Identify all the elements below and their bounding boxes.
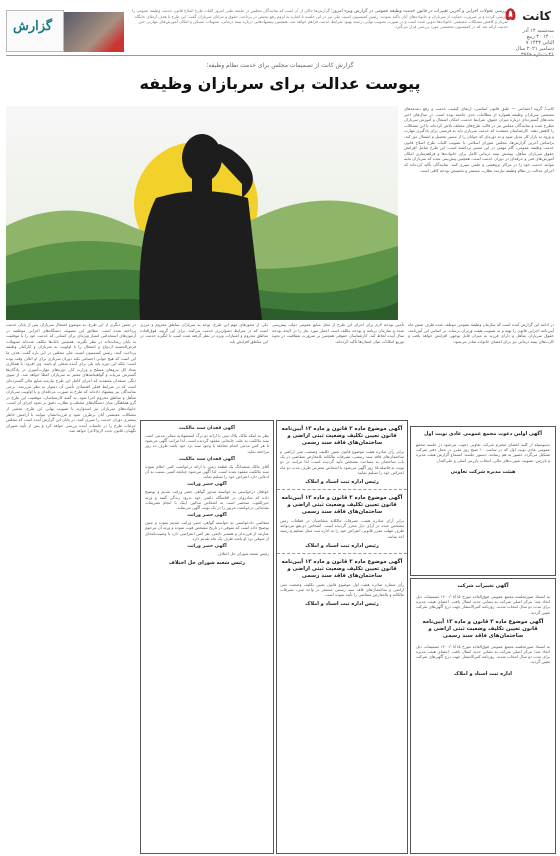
masthead-intro-body: گزارش‌ها حاکی از آن است که نمایندگان مجلس در جلسه علنی امروز کلیات طرح اصلاح قانون خدمت وظیفه عمومی را بررسی کردند و بر ضرورت حمایت از سربازان و خانواده‌های آنان تأکید نمودند. رئیس کمیسیون امنیت ملی نیز در این جلسه با اشاره به لزوم رفع تبعیض در پرداخت حقوق و مزایای سربازان گفت: این طرح با هدف ارتقای جایگاه سرباز و کاهش مشکلات معیشتی خانواده‌ها تدوین شده است و در صورت تصویب نهایی، زمینه بهبود شرایط خدمت فراهم خواهد شد. همچنین پیشنهادهایی درباره بیمه درمانی، تسهیلات مسکن و امکان آموزش‌های مهارتی حین خدمت ارائه شد که در کمیسیون تخصصی مورد بررسی قرار می‌گیرد. — [132, 8, 508, 29]
ad-column-registry — [276, 420, 408, 854]
ad-emphasis: آگهی موضوع ماده ۳ قانون و ماده ۱۳ آیین‌نامه قانون تعیین تکلیف وضعیت ثبتی اراضی و ساختمان‌های فاقد سند رسمی — [422, 618, 544, 639]
ad-title: آگهی موضوع ماده ۳ قانون و ماده ۱۳ آیین‌نامه قانون تعیین تکلیف وضعیت ثبتی اراضی و ساختمان‌های فاقد سند رسمی — [281, 558, 403, 579]
ad-title-1: آگهی فقدان سند مالکیت — [179, 426, 235, 431]
ad-title-2: آگهی فقدان سند مالکیت — [179, 456, 235, 462]
ad-title-3: آگهی حصر وراثت — [187, 482, 227, 488]
page-label: کانت — [522, 9, 551, 23]
ad-body: برابر آرای صادره هیئت، تصرفات مالکانه متقاضیان در قطعات زمین مشخص شده در آرای ذیل محرز گردیده است. اشخاص ذی‌نفع می‌توانند ظرف مهلت مقرر قانونی اعتراض خود را به اداره ثبت محل تسلیم و رسید اخذ نمایند. — [280, 518, 404, 539]
ad-signature: رئیس اداره ثبت اسناد و املاک — [305, 479, 379, 486]
ad-body-2: آقای مالک ششدانگ یک قطعه زمین با ارائه درخواست کتبی اعلام نموده سند مالکیت مفقود شده است. لذا آگهی می‌شود چنانچه کسی نسبت به آن ادعایی دارد اعتراض خود را تسلیم نماید. — [145, 463, 269, 480]
ad-registry-3 — [277, 554, 407, 612]
masthead-intro — [130, 8, 508, 54]
ad-signature: رئیس اداره ثبت اسناد و املاک — [305, 601, 379, 608]
ad-body: به استناد صورتجلسه مجمع عمومی فوق‌العاده مورخ ۱۴۰۰/۰۸/۱۵ تصمیمات ذیل اتخاذ شد: مرکز اصلی شرکت به نشانی جدید انتقال یافت. اعضای هیئت مدیره برای مدت دو سال انتخاب شدند. روزنامه کثیرالانتشار جهت درج آگهی‌های شرکت تعیین گردید. — [416, 594, 550, 615]
ad-body-3: خواهان درخواستی به خواسته صدور گواهی حصر وراثت تقدیم و توضیح داده که شادروان در اقامتگاه دائمی خود بدرود زندگی گفته و ورثه حین‌الفوت منحصر است به اشخاص مذکور. اینک با انجام تشریفات مقدماتی درخواست مزبور را در یک نوبت آگهی می‌نماید. — [145, 489, 269, 511]
article-right-column: کانت/ گروه اجتماعی — طبق قانون اساسی، ارتقای کیفیت خدمت و رفع دغدغه‌های معیشتی سربازان وظیفه همواره از مطالبات جدی جامعه بوده است. در سال‌های اخیر بحث‌های گسترده‌ای درباره میزان حقوق، شرایط خدمت، امکان اشتغال و آموزش سربازان مطرح شده و نمایندگان مجلس نیز در قالب طرح‌های مختلف تلاش کرده‌اند تا این مشکلات را کاهش دهند. کارشناسان معتقدند که خدمت سربازی باید به فرصتی برای یادگیری مهارت و ورود به بازار کار تبدیل شود و نه دوره‌ای که جوانان را از مسیر تحصیل و اشتغال دور کند. براساس آخرین گزارش‌ها، مجلس شورای اسلامی با تصویب کلیات طرح اصلاح قانون خدمت وظیفه عمومی، گام مهمی در این مسیر برداشته است. این طرح شامل افزایش حقوق سربازان متأهل، پوشش بیمه درمانی کامل برای خانواده‌ها و فراهم‌سازی امکان آموزش‌های فنی و حرفه‌ای در دوران خدمت است. همچنین پیش‌بینی شده که سربازان نخبه بتوانند خدمت خود را در مراکز پژوهشی و علمی سپری کنند. نمایندگان تأکید کرده‌اند که اجرای عدالت در نظام وظیفه نیازمند نظارت مستمر و تخصیص بودجه کافی است. — [404, 106, 554, 173]
ad-title: آگهی موضوع ماده ۳ قانون و ماده ۱۳ آیین‌نامه قانون تعیین تکلیف وضعیت ثبتی اراضی و ساختمان‌های فاقد سند رسمی — [281, 495, 403, 516]
ad-signature: رئیس شعبه شورای حل اختلاف — [169, 560, 245, 567]
ad-signature: اداره ثبت اسناد و املاک — [454, 670, 512, 677]
ad-title-4: آگهی حصر وراثت — [187, 513, 227, 519]
ad-body: رأی شماره صادره هیئت اول موضوع قانون تعیین تکلیف وضعیت ثبتی اراضی و ساختمان‌های فاقد سند رسمی مستقر در واحد ثبتی، تصرفات مالکانه و بلامعارض متقاضی را تأیید نموده است. — [280, 581, 404, 598]
ad-signature: هیئت مدیره شرکت تعاونی — [450, 468, 516, 475]
ad-general-assembly — [410, 426, 556, 576]
ad-body: برابر رأی صادره هیئت موضوع قانون تعیین تکلیف وضعیت ثبتی اراضی و ساختمان‌های فاقد سند رسمی، تصرفات مالکانه بلامعارض متقاضی در یک باب ساختمان به مساحت مشخص تأیید گردیده است. لذا مراتب در دو نوبت به فاصله ۱۵ روز آگهی می‌شود تا اشخاص معترض ظرف مدت دو ماه اعتراض خود را تسلیم نمایند. — [280, 449, 404, 475]
ad-title: آگهی موضوع ماده ۳ قانون و ماده ۱۳ آیین‌نامه قانون تعیین تکلیف وضعیت ثبتی اراضی و ساختمان‌های فاقد سند رسمی — [281, 426, 403, 446]
ad-body-1: نظر به اینکه مالک پلاک ثبتی با ارائه دو برگ استشهادیه محلی مدعی است سند مالکیت به علت جابجایی مفقود گردیده است، لذا مراتب آگهی می‌شود تا هر کس مدعی انجام معامله یا وجود سند نزد خود باشد ظرف ده روز مراجعه نماید. — [145, 433, 269, 454]
ad-registry-2 — [277, 490, 407, 554]
ad-body: بدینوسیله از کلیه اعضای محترم شرکت تعاونی دعوت می‌شود در جلسه مجمع عمومی عادی نوبت اول که در ساعت ۱۰ صبح روز مقرر در محل دفتر شرکت تشکیل می‌گردد حضور به هم رسانند. دستور جلسه: استماع گزارش هیئت مدیره و بازرس، تصویب صورت‌های مالی، انتخاب بازرس اصلی و علی‌البدل. — [416, 442, 550, 463]
article-lower-col-1: در بخش دیگری از این طرح، به موضوع اشتغال سربازان پس از پایان خدمت پرداخته شده است. مطابق این مصوبه، دستگاه‌های اجرایی موظفند در آزمون‌های استخدامی امتیاز ویژه‌ای برای کسانی که خدمت خود را با موفقیت به پایان رسانده‌اند در نظر بگیرند. همچنین بانک‌ها مکلف شده‌اند تسهیلات قرض‌الحسنه ازدواج و اشتغال را با اولویت به سربازان و کارکنان وظیفه پرداخت کنند. رئیس کمیسیون امنیت ملی مجلس در این باره گفت: هدف ما این است که هیچ جوانی احساس نکند دوران سربازی برای او اتلاف وقت بوده است؛ بلکه این دوره باید پلی برای آینده شغلی او باشد. وی افزود: با همکاری ستاد کل نیروهای مسلح و وزارت کار، دوره‌های مهارت‌آموزی در پادگان‌ها گسترش می‌یابد و گواهینامه‌های معتبر به سربازان اعطا خواهد شد. از سوی دیگر، منتقدان معتقدند که اجرای کامل این طرح نیازمند منابع مالی گسترده‌ای است که در شرایط فعلی اقتصادی تأمین آن دشوار به نظر می‌رسد. برخی نمایندگان نیز پیشنهاد داده‌اند که طرح به صورت مرحله‌ای و با اولویت سربازان متأهل و مناطق محروم اجرا شود. به گفته کارشناسان، موفقیت این طرح در گرو هماهنگی میان دستگاه‌های مختلف و نظارت دقیق بر نحوه اجرای آن است. خانواده‌های سربازان نیز امیدوارند با تصویب نهایی این طرح، بخشی از مشکلات معیشتی آنان برطرف شود و فرزندانشان بتوانند با آرامش خاطر بیشتری دوران خدمت را سپری کنند. در پایان این گزارش آمده است که مجلس جزئیات طرح را در جلسات آینده بررسی خواهد کرد و پس از تأیید شورای نگهبان، قانون جدید لازم‌الاجرا خواهد شد. — [6, 322, 136, 434]
logo-text: گزارش — [13, 19, 53, 34]
ad-title: آگهی تغییرات شرکت — [457, 583, 509, 589]
page-number — [505, 4, 554, 25]
ad-title: آگهی اولین دعوت مجمع عمومی عادی نوبت اول — [424, 431, 542, 437]
top-rule — [6, 55, 554, 56]
page-number-value: ۵ — [505, 4, 517, 25]
masthead-intro-lead: بررسی تحولات اجرایی و آخرین تغییرات در قانون خدمت وظیفه عمومی در گزارش ویژه امروز: — [330, 9, 508, 14]
masthead-photo — [64, 12, 124, 52]
ad-column-notices — [140, 420, 274, 854]
issue-info: سه‌شنبه ۱۴ آذر ۱۴۰۰ ۳۰ ربیع الثانی ۱۴۴۳ ۷ دسامبر ۲۰۲۱ سال — [515, 28, 554, 52]
article-lower-col-4: در ادامه این گزارش آمده است که سازمان وظیفه عمومی موظف شده ظرف شش ماه آیین‌نامه اجرایی قانون را تهیه و به تصویب هیئت وزیران برساند. بر اساس این آیین‌نامه، حقوق سربازان متأهل و دارای فرزند به میزان قابل توجهی افزایش خواهد یافت و کارت‌های بیمه درمانی نیز برای اعضای خانواده صادر می‌شود. — [408, 322, 554, 344]
ad-body-repeat: به استناد صورتجلسه مجمع عمومی فوق‌العاده مورخ ۱۴۰۰/۰۸/۱۵ تصمیمات ذیل اتخاذ شد: مرکز اصلی شرکت به نشانی جدید انتقال یافت. اعضای هیئت مدیره برای مدت دو سال انتخاب شدند. روزنامه کثیرالانتشار جهت درج آگهی‌های شرکت تعیین گردید. — [416, 643, 550, 665]
hero-image-saluting-soldier — [6, 106, 398, 320]
article-headline: پیوست عدالت برای سربازان وظیفه — [139, 74, 421, 93]
masthead — [0, 0, 560, 56]
ad-signature: رئیس اداره ثبت اسناد و املاک — [305, 542, 379, 549]
article-lower-col-2: یکی از محورهای مهم این طرح، توجه به سربازان مناطق محروم و مرزی است که در شرایط دشوارتری خدمت می‌کنند. برای این گروه، فوق‌العاده مناطق محروم و امتیازات ویژه در نظر گرفته شده است تا انگیزه خدمت در این مناطق افزایش یابد. — [140, 322, 268, 344]
ad-body-4: متقاضی دادخواستی به خواسته گواهی حصر وراثت تقدیم نموده و چنین توضیح داده است که متوفی در تاریخ مشخص فوت نموده و ورثه آن مرحوم عبارتند از فرزندان و همسر دائمی. هر کس اعتراضی دارد یا وصیت‌نامه‌ای از متوفی نزد او باشد ظرف یک ماه تقدیم دارد. — [145, 520, 269, 541]
article-kicker: گزارش کانت از تصمیمات مجلس برای خدمت نظام وظیفه؛ — [206, 62, 354, 69]
ad-body-5: رئیس شعبه شورای حل اختلاف — [217, 551, 269, 557]
article-lower-col-3: تأمین بودجه لازم برای اجرای این طرح از محل منابع عمومی دولت پیش‌بینی شده و سازمان برنامه و بودجه مکلف است اعتبار مورد نیاز را در لایحه بودجه سال آینده لحاظ کند. کارشناسان حقوقی همچنین بر ضرورت شفافیت در نحوه توزیع امکانات میان استان‌ها تأکید کرده‌اند. — [272, 322, 404, 344]
ad-registry-1 — [277, 421, 407, 490]
newspaper-logo — [6, 10, 64, 52]
ad-title-5: آگهی حصر وراثت — [187, 544, 227, 550]
ad-company-changes — [410, 578, 556, 854]
